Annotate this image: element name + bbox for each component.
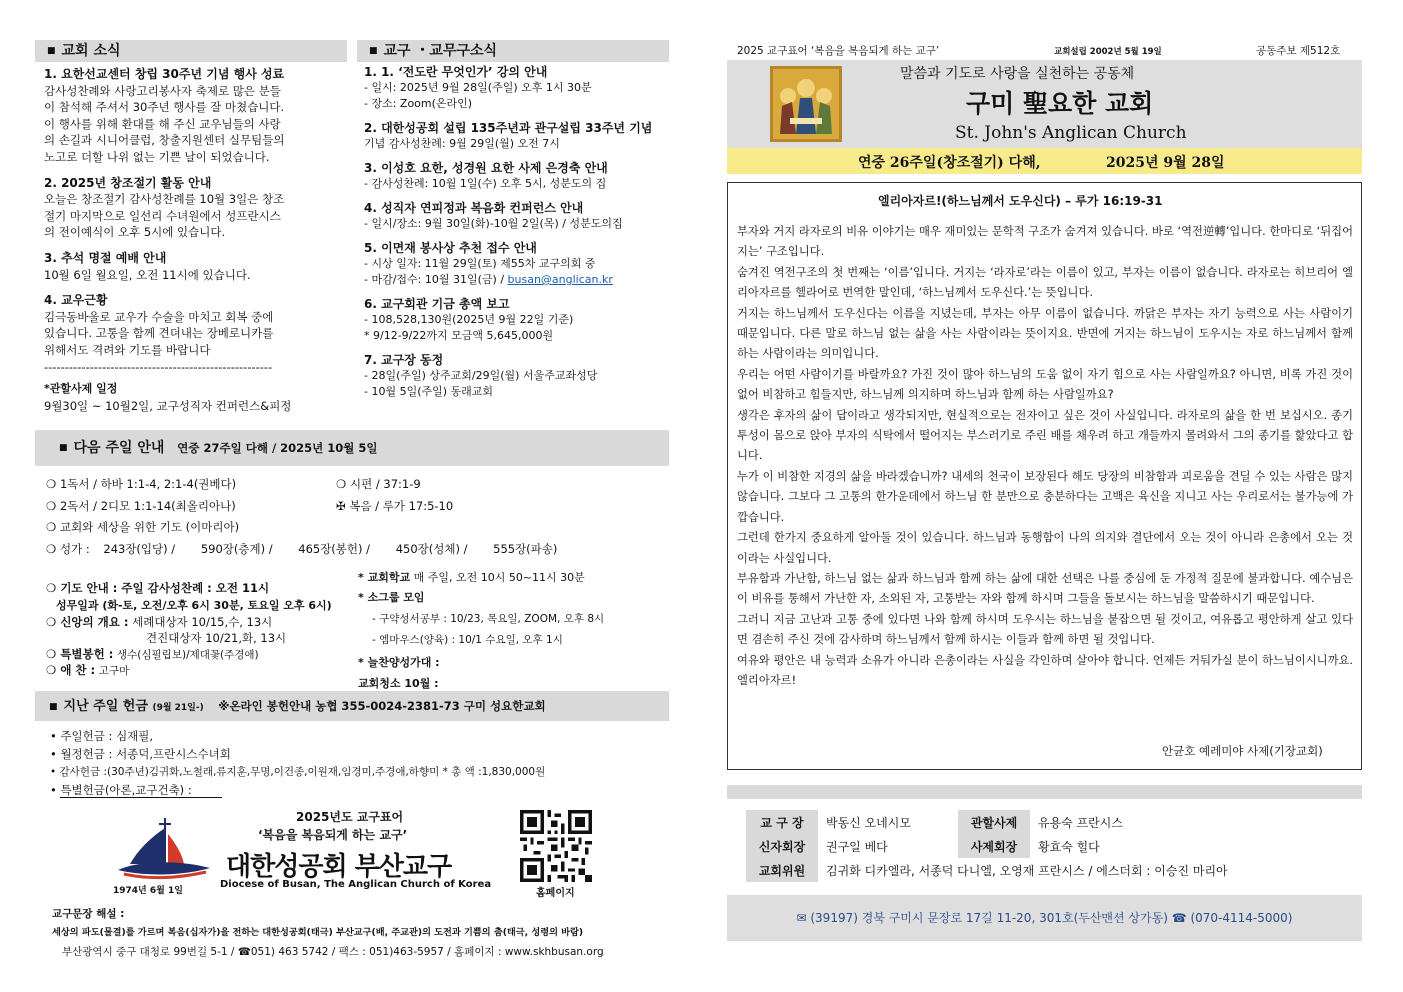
diocese-heading: 4. 성직자 연피정과 복음화 컨퍼런스 안내: [364, 201, 584, 215]
diocese-news-body: [364, 64, 664, 400]
news-heading: 1. 요한선교센터 창립 30주년 기념 행사 성료: [44, 67, 285, 81]
bulletin-issue: 공동주보 제512호: [1256, 45, 1341, 57]
emblem-title: 교구문장 해설 :: [52, 908, 125, 920]
diocese-heading: 3. 이성호 요한, 성경원 요한 사제 은경축 안내: [364, 161, 608, 175]
divider-line: -------------------------------------------------------: [44, 359, 273, 374]
offering-header: ■ 지난 주일 헌금 (9월 21일-) ※온라인 봉헌안내 농협 355-0024-2381-73 구미 성요한교회: [35, 691, 669, 721]
footer-address-bar: [727, 895, 1362, 941]
diocese-name-en: Diocese of Busan, The Anglican Church of Korea: [220, 879, 492, 890]
news-heading: 4. 교우근황: [44, 293, 108, 308]
diocese-news-header: ■ 교구 ・교무구소식: [357, 40, 669, 62]
emblem-text: 세상의 파도(물결)를 가르며 복음(십자가)을 전하는 대한성공회(태극) 부산교구(배, 주교관)의 도전과 기쁨의 춤(태극, 성령의 바람): [52, 927, 584, 938]
online-offering: ※온라인 봉헌안내 농협 355-0024-2381-73 구미 성요한교회: [218, 699, 546, 713]
sermon-paragraph: 여유와 평안은 내 능력과 소유가 아니라 은총이라는 사실을 각인하며 살아야 합니다. 언제든 거둬가실 분이 하느님이시니까요. 엘리아자르!: [737, 653, 1353, 687]
catechism-row-2: 견진대상자 10/21,화, 13시: [146, 631, 287, 645]
diocese-line: 기념 감사성찬례: 9월 29일(월) 오전 7시: [364, 137, 560, 150]
diocese-line: - 시상 일자: 11월 29일(토) 제55차 교구의회 중: [364, 257, 596, 270]
officer-key: 사제회장: [958, 834, 1030, 858]
bereaved-row: ❍ 애 찬 : 고구마: [46, 663, 130, 677]
officer-key: 신자회장: [746, 834, 818, 858]
community-slogan: 말씀과 기도로 사랑을 실천하는 공동체: [900, 66, 1135, 82]
officer-value: 황효숙 힐다: [1038, 839, 1100, 854]
diocese-heading: 6. 교구회관 기금 총액 보고: [364, 297, 510, 311]
diocese-founded: 1974년 6월 1일: [113, 886, 183, 896]
bulletin-founded: 교회설립 2002년 5월 19일: [1054, 47, 1162, 57]
sermon-paragraph: 누가 이 비참한 지경의 삶을 바라겠습니까? 내세의 천국이 보장된다 해도 당장의 비참함과 괴로움을 견딜 수 있는 사람은 많지 않습니다. 그보다 그 고통의 한가운데에서 하느님 한 분만으로 충분하다는 고백은 육신을 지니고 사는 우리로서는 불가능에 가깝습니다.: [737, 469, 1353, 524]
officers-table: [746, 810, 1236, 882]
reading-1: ❍ 1독서 / 하바 1:1-4, 2:1-4(권베다): [46, 477, 237, 491]
liturgical-day: 연중 26주일(창조절기) 다해,: [858, 155, 1041, 171]
news-line: 10월 6일 월요일, 오전 11시에 있습니다.: [44, 267, 251, 282]
date-bar: [727, 148, 1362, 174]
sermon-author: 안균호 예레미야 사제(기장교회): [1162, 744, 1323, 758]
news-line: 절기 마지막으로 일선리 수녀원에서 성프란시스: [44, 208, 281, 223]
church-news-header: ■ 교회 소식: [35, 40, 347, 62]
diocese-line: - 감사성찬례: 10월 1일(수) 오후 5시, 성분도의 집: [364, 177, 607, 190]
sermon-paragraph: 우리는 어떤 사람이기를 바랄까요? 가진 것이 많아 하느님의 도움 없이 자기 힘으로 사는 사람일까요? 아니면, 비록 가진 것이 없어 비참하고 힘들지만, 하느님께 의지하며 하느님과 함께 하는 사람일까요?: [737, 367, 1353, 402]
officer-value: 박동신 오네시모: [826, 815, 911, 830]
offering-date: (9월 21일-): [152, 703, 204, 713]
diocese-line-with-email: - 마감/접수: 10월 31일(금) / busan@anglican.kr: [364, 273, 613, 286]
catechism-row: ❍ 신앙의 개요 : 세례대상자 10/15,수, 13시: [46, 615, 273, 629]
officer-value: 유용숙 프란시스: [1038, 815, 1123, 830]
church-school: * 교회학교 매 주일, 오전 10시 50~11시 30분: [358, 571, 585, 584]
diocese-emblem-icon: [110, 814, 220, 884]
diocese-line: - 일시: 2025년 9월 28일(주일) 오후 1시 30분: [364, 81, 592, 94]
schedule-title: *관할사제 일정: [44, 382, 118, 396]
diocese-line: - 108,528,130원(2025년 9월 22일 기준): [364, 313, 574, 326]
cleaning: 교회청소 10월 :: [358, 677, 439, 690]
offering-line: • 특별헌금(아론,교구건축) :: [50, 782, 222, 798]
small-group-1: - 구약성서공부 : 10/23, 목요일, ZOOM, 오후 8시: [372, 613, 605, 625]
officer-key: 관할사제: [958, 810, 1030, 834]
divider-bar: [727, 785, 1362, 799]
diocese-line: - 일시/장소: 9월 30일(화)-10월 2일(목) / 성분도의집: [364, 217, 623, 230]
square-bullet-icon: ■: [47, 46, 56, 56]
offering-line: • 감사헌금 :(30주년)김귀화,노철래,류지훈,무명,이건종,이원재,임경미,주경애,하향미 * 총 액 :1,830,000원: [50, 766, 546, 778]
news-line: 노고로 더할 나위 없는 기쁜 날이 되었습니다.: [44, 149, 270, 164]
sermon-title: 엘리아자르!(하느님께서 도우신다) – 루가 16:19-31: [878, 194, 1163, 208]
diocese-address: 부산광역시 중구 대청로 99번길 5-1 / ☎051) 463 5742 / 팩스 : 051)463-5957 / 홈페이지 : www.skhbusan.org: [62, 946, 604, 958]
officer-row: [746, 834, 1236, 858]
news-line: 의 손길과 시니어클럽, 창출지원센터 실무팀들의: [44, 133, 285, 148]
choir: * 늘찬양성가대 :: [358, 656, 440, 669]
square-bullet-icon: ■: [59, 443, 68, 453]
square-bullet-icon: ■: [49, 701, 58, 712]
sermon-paragraph: 부자와 거지 라자로의 비유 이야기는 매우 재미있는 문학적 구조가 숨겨져 있습니다. 바로 ‘역전逆轉’입니다. 한마디로 ‘뒤집어지는’ 구조입니다.: [737, 225, 1353, 259]
diocese-heading: 1. 1. ‘전도란 무엇인가’ 강의 안내: [364, 65, 548, 79]
news-line: 김극동바울로 교우가 수술을 마치고 회복 중에: [44, 309, 274, 324]
next-sunday-header: ■ 다음 주일 안내 연중 27주일 다해 / 2025년 10월 5일: [35, 430, 669, 466]
officer-key: 교 구 장: [746, 810, 818, 834]
church-name-en: St. John's Anglican Church: [955, 123, 1187, 143]
diocese-line: - 장소: Zoom(온라인): [364, 97, 473, 110]
reading-gospel: ✠ 복음 / 루가 17:5-10: [336, 499, 454, 513]
news-heading: 3. 추석 명절 예배 안내: [44, 250, 167, 265]
news-heading: 2. 2025년 창조절기 활동 안내: [44, 175, 212, 190]
news-line: 의 전이예식이 오후 5시에 있습니다.: [44, 225, 226, 240]
church-name: 구미 聖요한 교회: [966, 89, 1154, 118]
news-line: 있습니다. 고통을 함께 견뎌내는 장베로니카를: [44, 326, 274, 341]
diocese-heading: 5. 이면재 봉사상 추천 접수 안내: [364, 241, 537, 255]
bulletin-date: 2025년 9월 28일: [1106, 155, 1225, 171]
diocese-line: - 10월 5일(주일) 동래교회: [364, 385, 494, 398]
sermon-paragraph: 그러니 지금 고난과 고통 중에 있다면 나와 함께 하시며 도우시는 하느님을 붙잡으면 될 것이고, 여유롭고 평안하게 살고 있다면 겸손히 주신 것에 감사하며 하느님께서 함께 하시는 이들과 함께 하면 될 것입니다.: [737, 612, 1353, 647]
news-line: 이 참석해 주셔서 30주년 행사를 잘 마쳤습니다.: [44, 100, 285, 115]
news-line: 감사성찬례와 사랑고리봉사자 축제로 많은 분들: [44, 83, 281, 98]
news-line: 이 행사를 위해 환대를 해 주신 교우님들의 사랑: [44, 116, 281, 131]
news-line: 위해서도 격려와 기도를 바랍니다: [44, 342, 211, 357]
schedule-text: 9월30일 ~ 10월2일, 교구성직자 컨퍼런스&피정: [44, 398, 292, 413]
officer-value: 김귀화 디카엘라, 서종덕 다니엘, 오영재 프란시스 / 에스더회 : 이승진 마리아: [826, 863, 1228, 878]
square-bullet-icon: ■: [369, 46, 378, 56]
qr-label: 홈페이지: [536, 888, 575, 899]
hymns-row: ❍ 성가 : 243장(입당) / 590장(층계) / 465장(봉헌) / 450장(성체) / 555장(파송): [46, 542, 558, 556]
trinity-icon-image: [770, 66, 842, 142]
reading-2: ❍ 2독서 / 2디모 1:1-14(최올리아나): [46, 499, 236, 513]
sermon-paragraph: 그런데 한가지 중요하게 알아둘 것이 있습니다. 하느님과 동행함이 나의 의지와 결단에서 오는 것이 아니라 은총에서 오는 것이라는 사실입니다.: [737, 531, 1353, 565]
diocese-heading: 2. 대한성공회 설립 135주년과 관구설립 33주년 기념: [364, 121, 653, 135]
sermon-paragraph: 부유함과 가난함, 하느님 없는 삶과 하느님과 함께 하는 삶에 대한 선택은 나를 중심에 둔 가정적 질문에 불과합니다. 예수님은 이 비유를 통해서 가난한 자, 소외된 자, 고통받는 자와 함께 하시며 그들을 돌보시는 하느님을 말씀하시기 때문입니다.: [737, 571, 1353, 606]
diocese-line: - 28일(주일) 상주교회/29일(월) 서울주교좌성당: [364, 369, 598, 382]
reading-psalm: ❍ 시편 / 37:1-9: [336, 477, 421, 491]
officer-value: 권구일 베다: [826, 839, 888, 854]
prayer-guide: ❍ 기도 안내 : 주일 감사성찬례 : 오전 11시: [46, 581, 270, 595]
sermon-paragraph: 거지는 하느님께서 도우신다는 이름을 지녔는데, 부자는 아무 이름이 없습니다. 까닭은 부자는 자기 능력으로 사는 사람이기 때문입니다. 다른 말로 하느님 없는 삶을 사는 사람이라는 뜻이지요. 반면에 거지는 하느님이 도우시는 자로 하느님께서 함께 하는 사람이라는 의미입니다.: [737, 306, 1353, 361]
diocese-name: 대한성공회 부산교구: [226, 852, 452, 882]
email-link[interactable]: busan@anglican.kr: [507, 273, 613, 286]
church-news-body: [44, 66, 342, 414]
news-line: 오늘은 창조절기 감사성찬례를 10월 3일은 창조: [44, 192, 285, 207]
diocese-motto: ‘복음을 복음되게 하는 교구’: [258, 828, 408, 842]
offering-line: • 월정헌금 : 서종덕,프란시스수녀회: [50, 747, 231, 761]
small-group-2: - 엠마우스(양육) : 10/1 수요일, 오후 1시: [372, 634, 563, 646]
officer-row: [746, 858, 1236, 882]
officer-key: 교회위원: [746, 858, 818, 882]
sermon-paragraph: 생각은 후자의 삶이 답이라고 생각되지만, 현실적으로는 전자이고 싶은 것이 사실입니다. 라자로의 삶을 한 번 보십시오. 종기투성이 몸으로 앉아 부자의 식탁에서 떨어지는 부스러기로 주린 배를 채우려 하고 개들까지 몰려와서 그의 종기를 핥았다고 합니다.: [737, 408, 1353, 463]
prayer-times: 성무일과 (화-토, 오전/오후 6시 30분, 토요일 오후 6시): [56, 599, 332, 612]
offering-line: • 주일헌금 : 심재필,: [50, 729, 154, 743]
qr-code-icon[interactable]: [520, 810, 592, 882]
sermon-text: [737, 222, 1353, 691]
special-offering-row: ❍ 특별봉헌 : 생수(심필립보)/제대꽃(주경애): [46, 647, 259, 661]
diocese-motto-year: 2025년도 교구표어: [296, 810, 404, 824]
reading-prayer: ❍ 교회와 세상을 위한 기도 (이마리아): [46, 520, 240, 534]
diocese-heading: 7. 교구장 동정: [364, 353, 444, 367]
sermon-paragraph: 숨겨진 역전구조의 첫 번째는 ‘이름’입니다. 거지는 ‘라자로’라는 이름이 있고, 부자는 이름이 없습니다. 라자로는 히브리어 엘리아자르를 헬라어로 번역한 말인데, ‘하느님께서 도우신다.’는 뜻입니다.: [737, 265, 1353, 300]
officer-row: [746, 810, 1236, 834]
bulletin-motto: 2025 교구표어 ‘복음을 복음되게 하는 교구’: [737, 45, 940, 57]
footer-address: ✉ (39197) 경북 구미시 문장로 17길 11-20, 301호(두산맨션 상가동) ☎ (070-4114-5000): [796, 911, 1293, 925]
small-groups: * 소그룹 모임: [358, 591, 425, 604]
next-sunday-subtitle: 연중 27주일 다해 / 2025년 10월 5일: [177, 441, 378, 455]
diocese-line: * 9/12-9/22까지 모금액 5,645,000원: [364, 329, 554, 342]
